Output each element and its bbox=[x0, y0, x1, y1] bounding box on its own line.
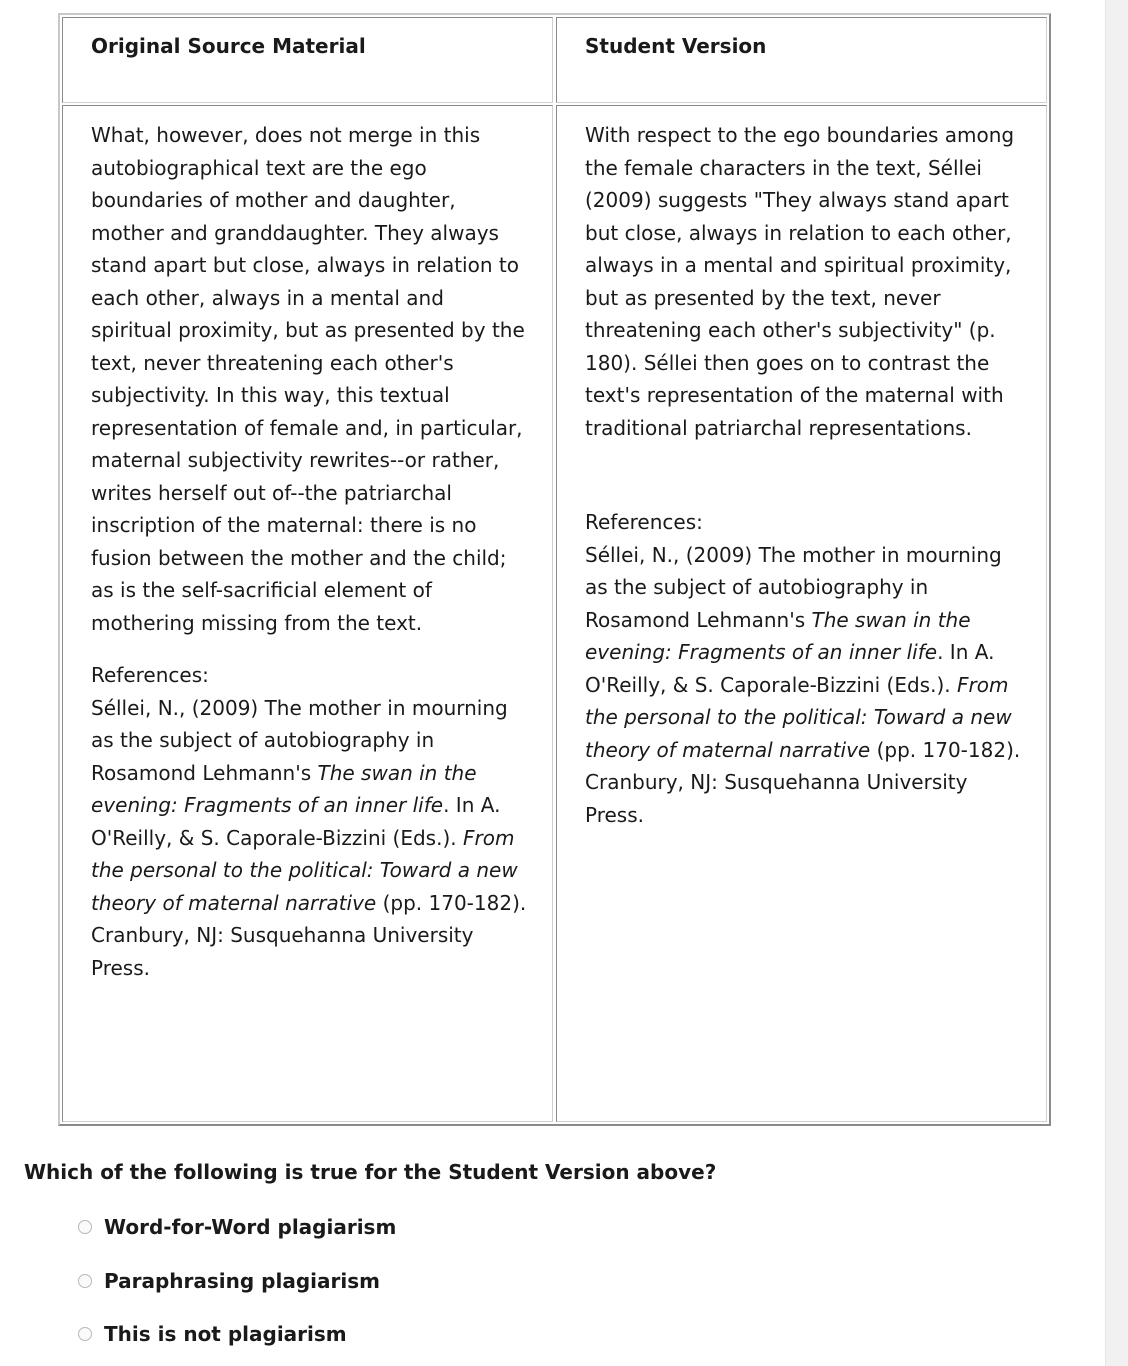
comparison-table bbox=[58, 13, 1051, 1126]
option-paraphrasing[interactable] bbox=[78, 1269, 380, 1293]
option-word-for-word[interactable] bbox=[78, 1215, 396, 1239]
original-references-label: References: bbox=[91, 663, 209, 687]
original-header-cell bbox=[62, 17, 553, 103]
option-not-plagiarism[interactable] bbox=[78, 1322, 347, 1346]
citation-book-title: From the personal to the political: Toward a new theory of maternal narrative bbox=[91, 825, 518, 915]
student-header: Student Version bbox=[585, 34, 767, 58]
option-label[interactable]: Paraphrasing plagiarism bbox=[104, 1269, 380, 1293]
radio-button[interactable] bbox=[78, 1220, 92, 1234]
original-reference-citation bbox=[91, 692, 531, 985]
citation-editors: . In A. O'Reilly, & S. Caporale-Bizzini (Eds.). bbox=[585, 640, 995, 697]
student-references-label: References: bbox=[585, 510, 703, 534]
student-content-cell bbox=[556, 105, 1047, 1122]
original-header: Original Source Material bbox=[91, 34, 366, 58]
citation-publisher: (pp. 170-182). Cranbury, NJ: Susquehanna University Press. bbox=[585, 737, 1021, 827]
citation-chapter-title: The swan in the evening: Fragments of an inner life bbox=[585, 607, 971, 664]
original-passage: What, however, does not merge in this autobiographical text are the ego boundaries of mother and daughter, mother and granddaughter. They always stand apart but close, always in relation to each other, always in a mental and spiritual proximity, but as presented by the text, never threatening each other's subjectivity. In this way, this textual representation of female and, in particular, maternal subjectivity rewrites--or rather, writes herself out of--the patriarchal inscription of the maternal: there is no fusion between the mother and the child; as is the self-sacrificial element of mothering missing from the text. bbox=[91, 123, 525, 635]
option-label[interactable]: This is not plagiarism bbox=[104, 1322, 347, 1346]
citation-authors: Séllei, N., (2009) The mother in mourning as the subject of autobiography in Rosamond Lehmann's bbox=[91, 695, 508, 785]
student-reference-citation bbox=[585, 539, 1025, 832]
scrollbar-track[interactable] bbox=[1105, 0, 1128, 1366]
original-content-cell bbox=[62, 105, 553, 1122]
option-label[interactable]: Word-for-Word plagiarism bbox=[104, 1215, 397, 1239]
citation-authors: Séllei, N., (2009) The mother in mourning as the subject of autobiography in Rosamond Lehmann's bbox=[585, 542, 1002, 632]
citation-book-title: From the personal to the political: Toward a new theory of maternal narrative bbox=[585, 672, 1012, 762]
citation-editors: . In A. O'Reilly, & S. Caporale-Bizzini (Eds.). bbox=[91, 793, 501, 850]
student-passage: With respect to the ego boundaries among the female characters in the text, Séllei (2009) suggests "They always stand apart but close, always in relation to each other, always in a mental and spiritual proximity, but as presented by the text, never threatening each other's subjectivity" (p. 180). Séllei then goes on to contrast the text's representation of the maternal with traditional patriarchal representations. bbox=[585, 123, 1015, 440]
radio-button[interactable] bbox=[78, 1327, 92, 1341]
question-prompt: Which of the following is true for the Student Version above? bbox=[24, 1160, 717, 1184]
student-header-cell bbox=[556, 17, 1047, 103]
radio-button[interactable] bbox=[78, 1274, 92, 1288]
citation-publisher: (pp. 170-182). Cranbury, NJ: Susquehanna University Press. bbox=[91, 890, 527, 980]
citation-chapter-title: The swan in the evening: Fragments of an inner life bbox=[91, 760, 477, 817]
